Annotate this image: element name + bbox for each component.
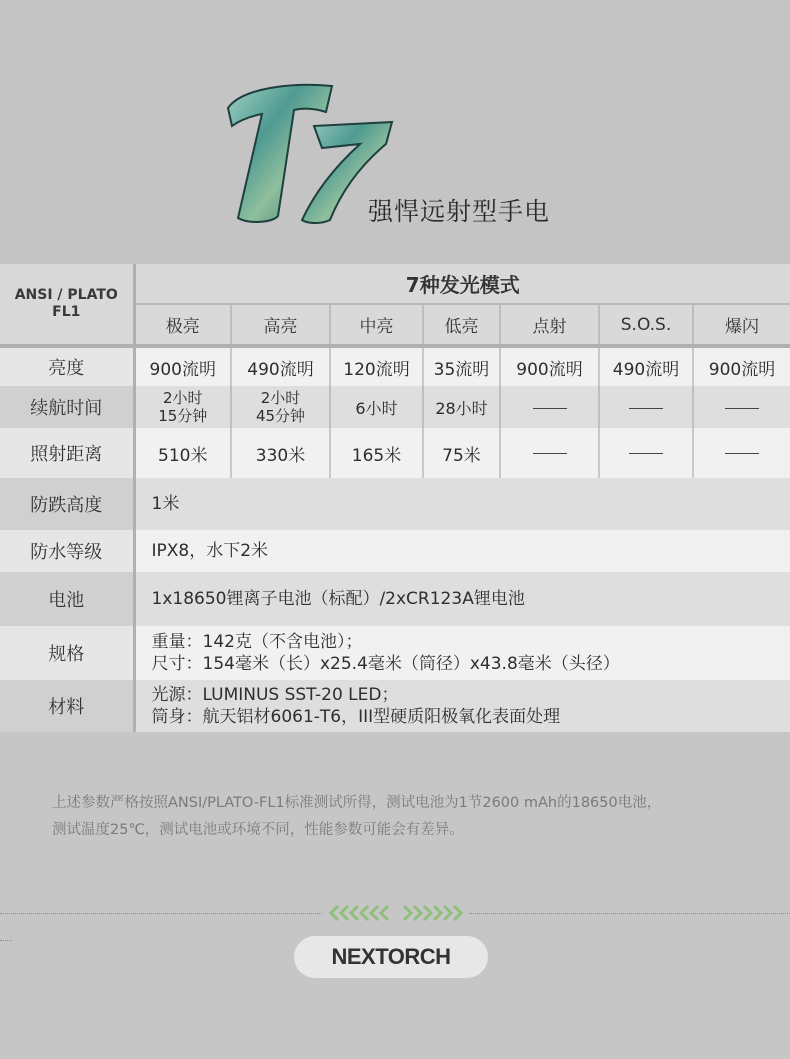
mode-header: 低亮 <box>423 304 500 344</box>
table-cell: 6小时 <box>330 386 423 428</box>
row-label-distance: 照射距离 <box>0 428 134 478</box>
wide-cell: 1米 <box>134 478 790 530</box>
test-footnote <box>52 790 772 844</box>
row-label-material: 材料 <box>0 680 134 732</box>
table-cell <box>134 386 231 428</box>
product-subtitle: 强悍远射型手电 <box>368 197 551 226</box>
table-cell <box>693 428 790 478</box>
row-label-battery: 电池 <box>0 572 134 626</box>
wide-cell: IPX8，水下2米 <box>134 530 790 572</box>
corner-standard-label: ANSI / PLATO FL1 <box>0 264 134 344</box>
table-cell <box>693 386 790 428</box>
dash-mark <box>533 408 567 409</box>
dash-mark <box>533 453 567 454</box>
table-cell: 900流明 <box>500 348 599 386</box>
table-cell: 490流明 <box>599 348 693 386</box>
table-cell: 330米 <box>231 428 330 478</box>
cell-line: 重量：142克（不含电池）； <box>151 632 363 652</box>
cell-line: 尺寸：154毫米（长）x25.4毫米（筒径）x43.8毫米（头径） <box>151 654 620 674</box>
dash-mark <box>725 408 759 409</box>
mode-header: 中亮 <box>330 304 423 344</box>
cell-line: 光源：LUMINUS SST-20 LED； <box>151 685 399 705</box>
dash-mark <box>629 408 663 409</box>
dash-mark <box>629 453 663 454</box>
table-cell <box>599 386 693 428</box>
row-label-waterproof: 防水等级 <box>0 530 134 572</box>
wide-cell <box>134 680 790 732</box>
table-cell: 28小时 <box>423 386 500 428</box>
table-cell: 900流明 <box>693 348 790 386</box>
cell-line: 15分钟 <box>158 407 208 425</box>
mode-header: 高亮 <box>231 304 330 344</box>
dotted-divider <box>0 940 12 941</box>
table-cell: 120流明 <box>330 348 423 386</box>
mode-header: 极亮 <box>134 304 231 344</box>
cell-line: 筒身：航天铝材6061-T6，III型硬质阳极氧化表面处理 <box>151 707 561 727</box>
cell-line: 2小时 <box>162 389 203 407</box>
row-label-drop-height: 防跌高度 <box>0 478 134 530</box>
brand-badge <box>294 936 488 978</box>
table-cell: 75米 <box>423 428 500 478</box>
wide-cell: 1x18650锂离子电池（标配）/2xCR123A锂电池 <box>134 572 790 626</box>
table-cell: 510米 <box>134 428 231 478</box>
table-cell <box>231 386 330 428</box>
brand-logo-text: NEXTORCH <box>331 944 451 969</box>
row-label-spec: 规格 <box>0 626 134 680</box>
table-cell: 900流明 <box>134 348 231 386</box>
table-cell <box>500 428 599 478</box>
cell-line: 45分钟 <box>255 407 306 425</box>
spec-table <box>0 264 790 732</box>
table-cell: 490流明 <box>231 348 330 386</box>
table-cell <box>500 386 599 428</box>
dash-mark <box>725 453 759 454</box>
chevron-ornament-icon <box>328 904 464 922</box>
row-label-brightness: 亮度 <box>0 348 134 386</box>
footnote-line: 测试温度25℃，测试电池或环境不同，性能参数可能会有差异。 <box>52 822 464 838</box>
mode-header: 爆闪 <box>693 304 790 344</box>
table-cell: 165米 <box>330 428 423 478</box>
dotted-divider <box>0 913 322 914</box>
table-cell <box>599 428 693 478</box>
modes-group-title: 7种发光模式 <box>134 264 790 304</box>
mode-header: S.O.S. <box>599 304 693 344</box>
cell-line: 2小时 <box>260 389 301 407</box>
table-cell: 35流明 <box>423 348 500 386</box>
dotted-divider <box>470 913 790 914</box>
mode-header: 点射 <box>500 304 599 344</box>
footnote-line: 上述参数严格按照ANSI/PLATO-FL1标准测试所得，测试电池为1节2600 mAh的18650电池， <box>52 795 662 811</box>
row-label-runtime: 续航时间 <box>0 386 134 428</box>
wide-cell <box>134 626 790 680</box>
